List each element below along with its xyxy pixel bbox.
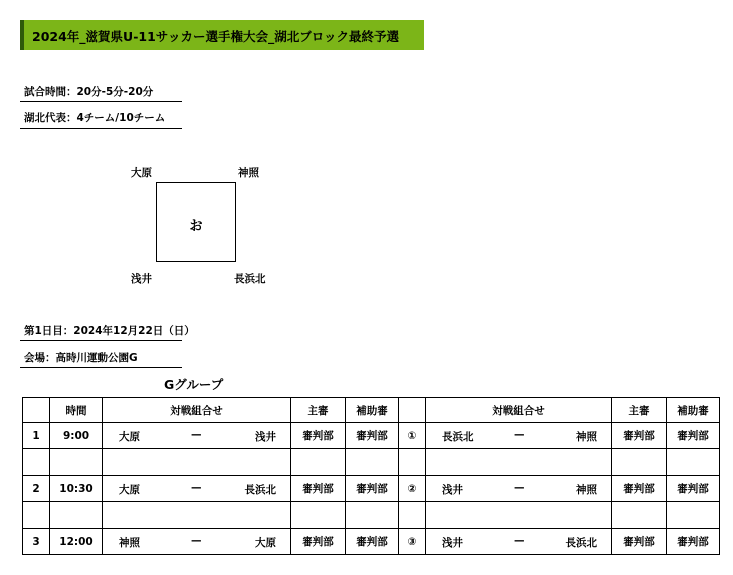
team-away: 長浜北: [244, 484, 276, 496]
assistant: 審判部: [667, 423, 720, 449]
match-right: [426, 476, 612, 502]
team-away: 浅井: [255, 431, 276, 443]
referee: 審判部: [291, 476, 346, 502]
team-home: 神照: [119, 537, 140, 549]
table-row-blank: [23, 449, 720, 476]
team-away: 長浜北: [565, 537, 597, 549]
header-referee: 主審: [612, 398, 667, 423]
divider: [20, 340, 182, 341]
team-home: 浅井: [442, 537, 463, 549]
versus-dash: —: [191, 482, 202, 494]
referee: 審判部: [291, 529, 346, 555]
versus-dash: —: [514, 482, 525, 494]
team-label-bottom-left: 浅井: [131, 273, 152, 285]
header-match: 対戦組合せ: [426, 398, 612, 423]
assistant: 審判部: [346, 423, 399, 449]
header-no: [23, 398, 50, 423]
row-number: 3: [23, 529, 50, 555]
header-time: 時間: [50, 398, 103, 423]
title-bar: [20, 20, 424, 50]
team-label-top-left: 大原: [131, 167, 152, 179]
versus-dash: —: [191, 429, 202, 441]
day-text: 第1日目：2024年12月22日（日）: [24, 325, 195, 337]
match-right: [426, 423, 612, 449]
venue-text: 会場：高時川運動公園G: [24, 352, 138, 364]
table-row-blank: [23, 502, 720, 529]
match-mark: ③: [399, 529, 426, 555]
referee: 審判部: [612, 529, 667, 555]
match-mark: ①: [399, 423, 426, 449]
group-label: Gグループ: [164, 377, 224, 392]
assistant: 審判部: [346, 529, 399, 555]
versus-dash: —: [191, 535, 202, 547]
team-label-top-right: 神照: [238, 167, 259, 179]
representatives-text: 湖北代表：4チーム/10チーム: [24, 112, 166, 124]
row-number: 1: [23, 423, 50, 449]
group-diagram-box: [156, 182, 236, 262]
match-time-text: 試合時間：20分-5分-20分: [24, 86, 154, 98]
match-left: [103, 423, 291, 449]
header-match: 対戦組合せ: [103, 398, 291, 423]
kickoff-time: 9:00: [50, 423, 103, 449]
table-row: [23, 529, 720, 555]
team-away: 神照: [576, 431, 597, 443]
team-away: 大原: [255, 537, 276, 549]
match-left: [103, 476, 291, 502]
team-home: 大原: [119, 484, 140, 496]
header-referee: 主審: [291, 398, 346, 423]
row-number: 2: [23, 476, 50, 502]
versus-dash: —: [514, 535, 525, 547]
header-assistant: 補助審: [346, 398, 399, 423]
table-header-row: [23, 398, 720, 423]
team-home: 長浜北: [442, 431, 474, 443]
assistant: 審判部: [667, 529, 720, 555]
kickoff-time: 12:00: [50, 529, 103, 555]
referee: 審判部: [612, 423, 667, 449]
divider: [20, 101, 182, 102]
referee: 審判部: [291, 423, 346, 449]
match-mark: ②: [399, 476, 426, 502]
versus-dash: —: [514, 429, 525, 441]
schedule-table: [22, 397, 720, 555]
match-right: [426, 529, 612, 555]
table-row: [23, 423, 720, 449]
match-left: [103, 529, 291, 555]
assistant: 審判部: [667, 476, 720, 502]
team-home: 浅井: [442, 484, 463, 496]
referee: 審判部: [612, 476, 667, 502]
group-diagram-center: お: [189, 219, 203, 234]
team-away: 神照: [576, 484, 597, 496]
divider: [20, 128, 182, 129]
assistant: 審判部: [346, 476, 399, 502]
team-home: 大原: [119, 431, 140, 443]
team-label-bottom-right: 長浜北: [234, 273, 266, 285]
header-assistant: 補助審: [667, 398, 720, 423]
page-title: 2024年_滋賀県U-11サッカー選手権大会_湖北ブロック最終予選: [32, 29, 400, 44]
table-row: [23, 476, 720, 502]
divider: [20, 367, 182, 368]
header-mark: [399, 398, 426, 423]
kickoff-time: 10:30: [50, 476, 103, 502]
